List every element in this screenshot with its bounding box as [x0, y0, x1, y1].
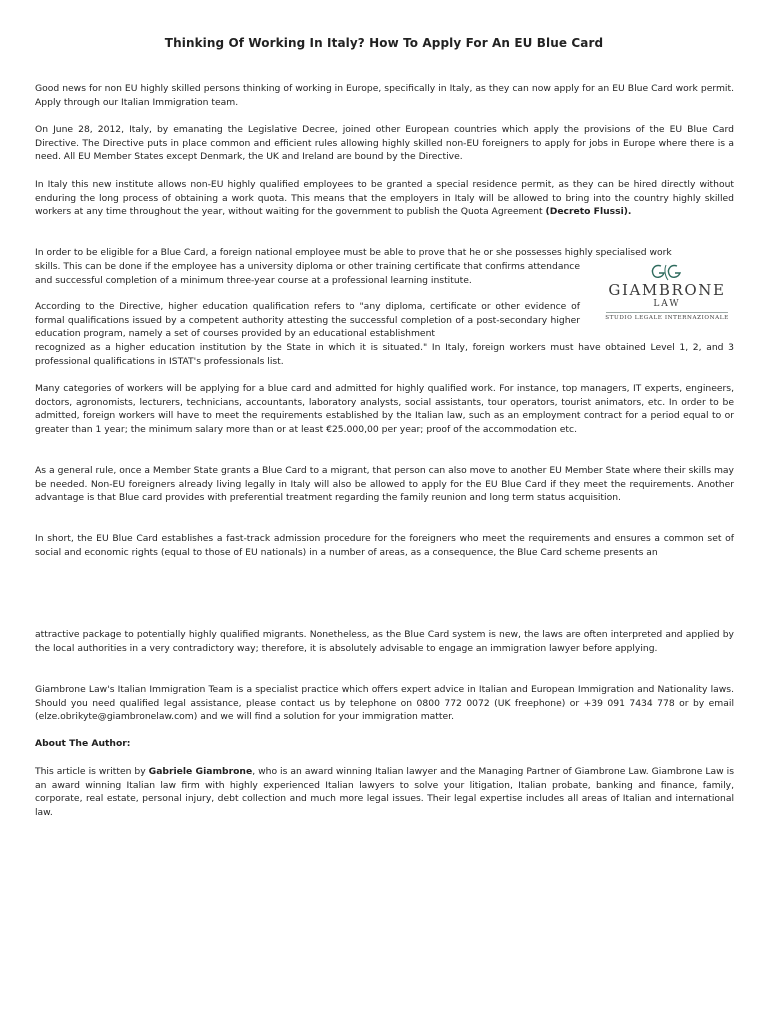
author-name: Gabriele Giambrone — [148, 766, 253, 777]
logo-divider — [606, 312, 728, 313]
author-heading: About The Author: — [35, 738, 131, 749]
paragraph-directive: On June 28, 2012, Italy, by emanating the Legislative Decree, joined other European countries which apply the provisions of the EU Blue Card Directive. The Directive puts in place common and efficient rules allowing highly skilled non-EU foreigners to apply for jobs in Europe where there is a need. All EU Member States except Denmark, the UK and Ireland are bound by the Directive. — [35, 124, 734, 163]
author-text-post: , who is an award winning Italian lawyer and the Managing Partner of Giambrone Law. Giambrone Law is an award winning Italian law firm with highly experienced Italian lawyers to solve your litigation, Italian probate, banking and finance, family, corporate, real estate, personal injury, debt collection and much more legal issues. Their legal expertise includes all areas of Italian and international law. — [35, 766, 734, 818]
paragraph-contact: Giambrone Law's Italian Immigration Team is a specialist practice which offers expert advice in Italian and European Immigration and Nationality laws. Should you need qualified legal assistance, please contact us by telephone on 0800 772 0072 (UK freephone) or +39 091 7434 778 or by email (elze.obrikyte@giambronelaw.com) and we will find a solution for your immigration matter. — [35, 684, 734, 723]
paragraph-general-rule: As a general rule, once a Member State grants a Blue Card to a migrant, that person can also move to another EU Member State where their skills may be needed. Non-EU foreigners already living legally in Italy will also be allowed to apply for the EU Blue Card if they meet the requirements. Another advantage is that Blue card provides with preferential treatment regarding the family reunion and long term status acquisition. — [35, 465, 734, 504]
paragraph-author — [35, 765, 734, 819]
document-title: Thinking Of Working In Italy? How To Apply For An EU Blue Card — [164, 36, 604, 50]
paragraph-in-short: In short, the EU Blue Card establishes a fast-track admission procedure for the foreigners who meet the requirements and ensures a common set of social and economic rights (equal to those of EU nationals) in a number of areas, as a consequence, the Blue Card scheme presents an — [35, 533, 734, 558]
logo-name: GIAMBRONE — [608, 281, 726, 299]
logo-subtitle: STUDIO LEGALE INTERNAZIONALE — [605, 315, 729, 321]
decreto-flussi-term: (Decreto Flussi). — [545, 206, 632, 218]
paragraph-directive-qualification: According to the Directive, higher education qualification refers to "any diploma, certificate or other evidence of formal qualifications issued by a competent authority attesting the successful completion of a post-secondary higher education program, namely a set of courses provided by an educational establishment — [35, 301, 580, 340]
paragraph-text: In Italy this new institute allows non-EU highly qualified employees to be granted a special residence permit, as they can be hired directly without enduring the long process of obtaining a work quota. This means that the employers in Italy will be allowed to bring into the country highly skilled workers at any time throughout the year, without waiting for the government to publish the Quota Agreement — [35, 179, 734, 218]
paragraph-categories: Many categories of workers will be applying for a blue card and admitted for highly qualified work. For instance, top managers, IT experts, engineers, doctors, agronomists, lecturers, technicians, accountants, laboratory analysts, social assistants, tour operators, tourist animators, etc. In order to be admitted, foreign workers will have to meet the requirements established by the Italian law, such as an employment contract for a period equal to or greater than 1 year; the minimum salary more than or at least €25.000,00 per year; proof of the accommodation etc. — [35, 383, 734, 435]
paragraph-eligibility: skills. This can be done if the employee has a university diploma or other training certificate that confirms attendance and successful completion of a minimum three-year course at a professional learning institute. — [35, 261, 580, 286]
paragraph-intro: Good news for non EU highly skilled persons thinking of working in Europe, specifically in Italy, as they can now apply for an EU Blue Card work permit. Apply through our Italian Immigration team. — [35, 83, 734, 108]
giambrone-logo — [602, 262, 732, 330]
giambrone-monogram-icon — [647, 262, 687, 282]
paragraph-attractive-package: attractive package to potentially highly qualified migrants. Nonetheless, as the Blue Card system is new, the laws are often interpreted and applied by the local authorities in a very contradictory way; therefore, it is absolutely advisable to engage an immigration lawyer before applying. — [35, 629, 734, 654]
logo-law: LAW — [653, 299, 681, 309]
paragraph-eligibility-line1: In order to be eligible for a Blue Card, a foreign national employee must be able to prove that he or she possesses highly specialised work — [35, 247, 672, 258]
paragraph-italy-institute — [35, 178, 734, 219]
author-text-pre: This article is written by — [35, 766, 149, 777]
paragraph-istat: recognized as a higher education institution by the State in which it is situated." In Italy, foreign workers must have obtained Level 1, 2, and 3 professional qualifications in ISTAT's professionals list. — [35, 342, 734, 367]
